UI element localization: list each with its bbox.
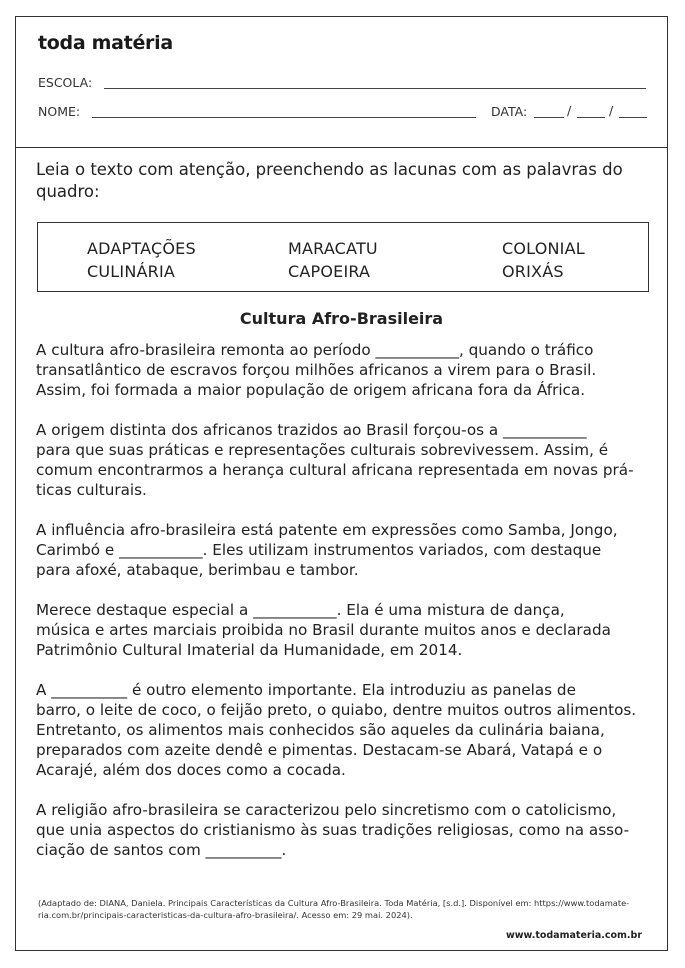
paragraph-line: A influência afro-brasileira está patente em expressões como Samba, Jongo,: [36, 521, 618, 539]
paragraph: [36, 680, 648, 780]
paragraph-line: transatlântico de escravos forçou milhões africanos a virem para o Brasil.: [36, 361, 597, 379]
paragraph-line: barro, o leite de coco, o feijão preto, o quiabo, dentre muitos outros alimentos.: [36, 701, 637, 719]
name-field[interactable]: [92, 117, 476, 118]
paragraph-line: música e artes marciais proibida no Brasil durante muitos anos e declarada: [36, 621, 611, 639]
paragraph-line: A religião afro-brasileira se caracterizou pelo sincretismo com o catolicismo,: [36, 801, 617, 819]
word-bank: [37, 222, 649, 292]
paragraph-line: preparados com azeite dendê e pimentas. Destacam-se Abará, Vatapá e o: [36, 741, 603, 759]
word-bank-item: COLONIAL: [502, 239, 585, 258]
paragraph: [36, 420, 648, 500]
paragraph-line: comum encontrarmos a herança cultural africana representada em novas prá-: [36, 461, 634, 479]
paragraph: [36, 800, 648, 860]
word-bank-item: MARACATU: [288, 239, 378, 258]
word-bank-item: ADAPTAÇÕES: [87, 239, 196, 258]
paragraph-line: A __________ é outro elemento importante. Ela introduziu as panelas de: [36, 681, 576, 699]
paragraph-line: ciação de santos com __________.: [36, 841, 287, 859]
paragraph-line: ticas culturais.: [36, 481, 147, 499]
paragraph-line: A cultura afro-brasileira remonta ao período ___________, quando o tráfico: [36, 341, 594, 359]
date-separator: /: [567, 103, 572, 118]
paragraph-line: Assim, foi formada a maior população de origem africana fora da África.: [36, 381, 586, 399]
paragraph: [36, 520, 648, 580]
instructions-line: Leia o texto com atenção, preenchendo as lacunas com as palavras do: [36, 160, 623, 179]
citation-line: (Adaptado de: DIANA, Daniela. Principais Características da Cultura Afro-Brasileira. Toda Matéria, [s.d.]. Disponível em: https://www.todamate-: [38, 898, 630, 908]
paragraph-line: para que suas práticas e representações culturais sobrevivessem. Assim, é: [36, 441, 609, 459]
date-month-field[interactable]: [577, 117, 605, 118]
header-divider: [16, 147, 667, 148]
school-field[interactable]: [104, 88, 646, 89]
worksheet: [15, 16, 668, 951]
citation-line: ria.com.br/principais-caracteristicas-da-cultura-afro-brasileira/. Acesso em: 29 mai. 2024).: [38, 910, 413, 920]
header: [16, 17, 667, 147]
school-label: ESCOLA:: [38, 75, 93, 90]
paragraph-line: A origem distinta dos africanos trazidos ao Brasil forçou-os a ___________: [36, 421, 587, 439]
paragraph-line: Merece destaque especial a ___________. Ela é uma mistura de dança,: [36, 601, 565, 619]
paragraph: [36, 340, 648, 400]
word-bank-item: CULINÁRIA: [87, 262, 176, 281]
paragraph-line: que unia aspectos do cristianismo às suas tradições religiosas, como na asso-: [36, 821, 630, 839]
date-day-field[interactable]: [534, 117, 564, 118]
paragraph-line: para afoxé, atabaque, berimbau e tambor.: [36, 561, 359, 579]
paragraph-line: Carimbó e ___________. Eles utilizam instrumentos variados, com destaque: [36, 541, 602, 559]
date-label: DATA:: [491, 104, 528, 119]
word-bank-item: CAPOEIRA: [288, 262, 371, 281]
word-bank-item: ORIXÁS: [502, 262, 564, 281]
text-title: Cultura Afro-Brasileira: [239, 309, 444, 328]
footer-url: www.todamateria.com.br: [505, 930, 642, 941]
instructions: [36, 159, 646, 203]
citation: [38, 897, 648, 921]
name-label: NOME:: [38, 104, 81, 119]
paragraph-line: Entretanto, os alimentos mais conhecidos são aqueles da culinária baiana,: [36, 721, 605, 739]
paragraph-line: Patrimônio Cultural Imaterial da Humanidade, em 2014.: [36, 641, 463, 659]
date-year-field[interactable]: [619, 117, 647, 118]
paragraph-line: Acarajé, além dos doces como a cocada.: [36, 761, 346, 779]
date-separator: /: [609, 103, 614, 118]
logo: toda matéria: [38, 32, 173, 54]
instructions-line: quadro:: [36, 182, 100, 201]
paragraph: [36, 600, 648, 660]
